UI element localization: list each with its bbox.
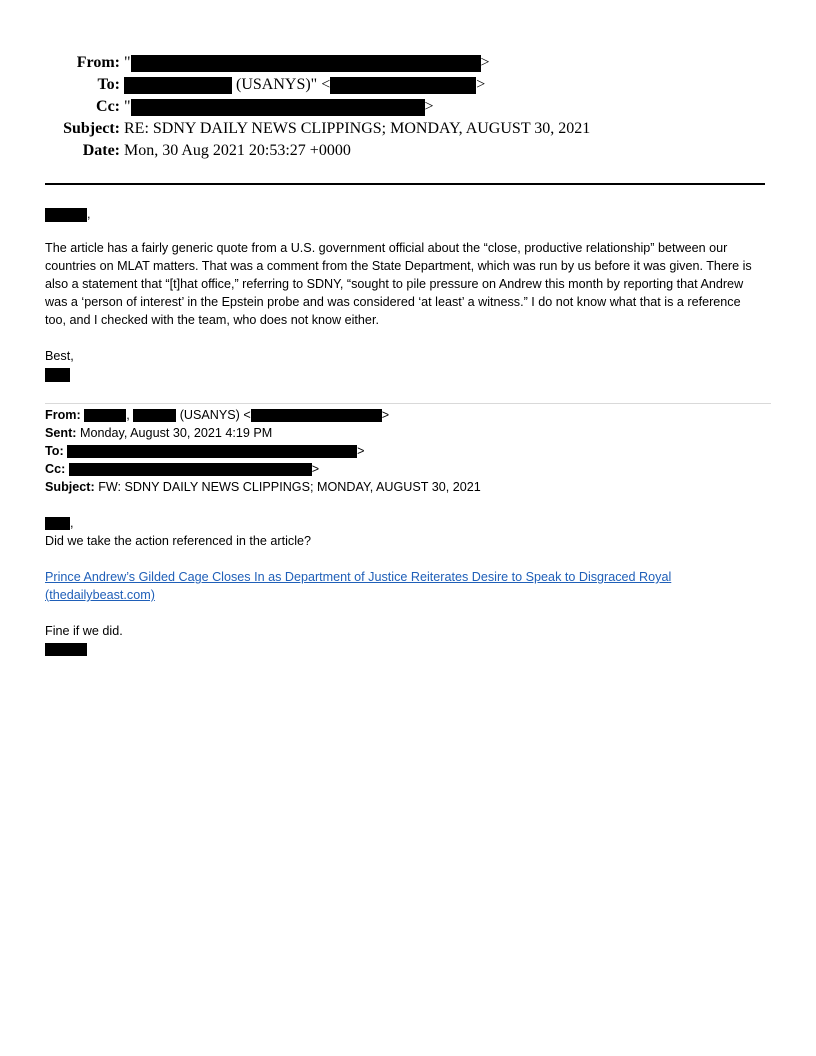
fwd-sent-row [45,424,771,442]
header-date-row [0,140,816,162]
reply-signature [45,347,771,383]
redaction-block [45,643,87,656]
to-middle-text: (USANYS)" < [236,76,331,93]
forward-separator [45,403,771,404]
header-subject-row [0,118,816,140]
fwd-subject-value: FW: SDNY DAILY NEWS CLIPPINGS; MONDAY, AUGUST 30, 2021 [98,480,481,494]
greeting-comma: , [87,207,91,221]
header-to-row [0,74,816,96]
email-header [0,52,816,162]
forwarded-header [45,406,771,496]
msg2-closing: Fine if we did. [45,624,123,638]
fwd-to-suffix: > [357,444,365,458]
msg2-question: Did we take the action referenced in the article? [45,534,312,548]
redaction-block [45,208,87,222]
redaction-block [131,99,425,116]
from-suffix: > [480,54,490,71]
redaction-block [69,463,312,476]
redaction-block [67,445,357,458]
header-divider [45,183,765,185]
fwd-sent-label: Sent: [45,426,77,440]
to-suffix: > [476,76,486,93]
msg2-greeting-comma: , [70,516,74,530]
header-from-row [0,52,816,74]
redaction-block [330,77,476,94]
redaction-block [251,409,382,422]
fwd-from-label: From: [45,408,81,422]
fwd-from-comma: , [126,408,130,422]
date-value: Mon, 30 Aug 2021 20:53:27 +0000 [124,142,351,159]
reply-greeting [45,205,771,223]
redaction-block [133,409,176,422]
fwd-subject-label: Subject: [45,480,95,494]
fwd-sent-value: Monday, August 30, 2021 4:19 PM [79,426,273,440]
cc-label: Cc: [96,98,120,115]
fwd-to-label: To: [45,444,64,458]
fwd-cc-row [45,460,771,478]
subject-value: RE: SDNY DAILY NEWS CLIPPINGS; MONDAY, AUGUST 30, 2021 [124,120,591,137]
fwd-from-row [45,406,771,424]
redaction-block [124,77,232,94]
closing-text: Best, [45,349,74,363]
fwd-from-suffix: > [381,408,390,422]
reply-paragraph: The article has a fairly generic quote from a U.S. government official about the “close, productive relationship” between our countries on MLAT matters. That was a comment from the State Department, which was run by us before it was given. There is also a statement that “[t]hat office,” referring to SDNY, “sought to pile pressure on Andrew this month by reporting that Andrew was a ‘person of interest’ in the Epstein probe and was considered ‘at least’ a witness.” I do not know what that is a reference too, and I checked with the team, who does not know either. [45,241,752,327]
cc-quote: " [124,98,131,115]
to-label: To: [97,76,120,93]
redaction-block [84,409,126,422]
from-quote: " [124,54,131,71]
cc-suffix: > [424,98,434,115]
fwd-subject-row [45,478,771,496]
subject-label: Subject: [63,120,120,137]
fwd-from-middle: (USANYS) < [179,408,251,422]
redaction-block [45,368,70,382]
redaction-block [131,55,481,72]
fwd-cc-label: Cc: [45,462,66,476]
date-label: Date: [82,142,120,159]
msg2-greeting [45,514,771,532]
forwarded-message [45,514,771,658]
redaction-block [45,517,70,530]
from-label: From: [76,54,120,71]
header-cc-row [0,96,816,118]
article-link[interactable]: Prince Andrew’s Gilded Cage Closes In as Department of Justice Reiterates Desire to Speak to Disgraced Royal (thedailybeast.com) [45,570,672,602]
fwd-to-row [45,442,771,460]
fwd-cc-suffix: > [311,462,320,476]
